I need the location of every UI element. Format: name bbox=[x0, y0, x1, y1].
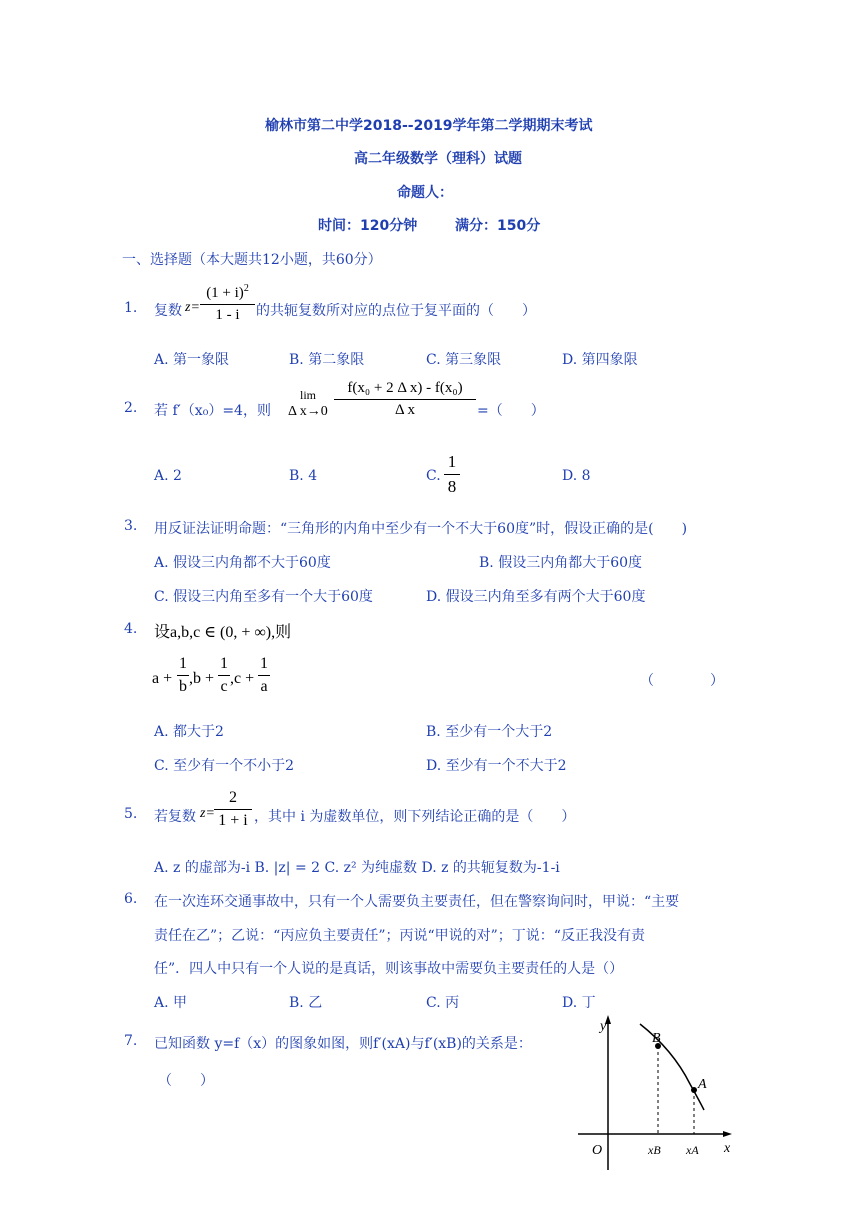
option-d[interactable]: D. 丁 bbox=[562, 995, 596, 1011]
question-number: 1. bbox=[124, 300, 138, 316]
question-text: 任”．四人中只有一个人说的是真话，则该事故中需要负主要责任的人是（） bbox=[154, 961, 624, 977]
question-number: 5. bbox=[124, 806, 138, 822]
option-b[interactable]: B. 乙 bbox=[289, 995, 323, 1011]
question-text: 复数 bbox=[154, 303, 182, 319]
question-text: 若复数 bbox=[154, 809, 196, 825]
question-text: 责任在乙”；乙说：“丙应负主要责任”；丙说“甲说的对”；丁说：“反正我没有责 bbox=[154, 928, 645, 944]
section-heading: 一、选择题（本大题共12小题，共60分） bbox=[122, 252, 382, 268]
expression-part: ,c + bbox=[230, 670, 255, 687]
exam-author: 命题人： bbox=[397, 185, 453, 201]
option-b[interactable]: B. 至少有一个大于2 bbox=[426, 724, 553, 740]
fraction bbox=[334, 380, 476, 419]
option-b[interactable]: B. 假设三内角都大于60度 bbox=[479, 555, 643, 571]
xa-label: xA bbox=[686, 1143, 699, 1157]
denominator: 1 - i bbox=[215, 307, 240, 323]
fraction bbox=[200, 283, 255, 324]
question-text: 用反证法证明命题：“三角形的内角中至少有一个不大于60度”时，假设正确的是( ) bbox=[154, 521, 688, 537]
numerator: 1 bbox=[447, 452, 457, 471]
question-text: 若 f′（x₀）=4，则 bbox=[154, 403, 271, 419]
question-text: 已知函数 y=f（x）的图象如图，则f′(xA)与f′(xB)的关系是： bbox=[154, 1036, 532, 1052]
option-b[interactable]: B. 第二象限 bbox=[289, 352, 365, 368]
limit-symbol: lim bbox=[300, 388, 317, 402]
variable-z: z= bbox=[185, 300, 200, 315]
option-d[interactable]: D. 假设三内角至多有两个大于60度 bbox=[426, 589, 646, 605]
option-d[interactable]: D. 至少有一个不大于2 bbox=[426, 758, 567, 774]
fraction bbox=[177, 655, 189, 696]
option-d[interactable]: D. 第四象限 bbox=[562, 352, 638, 368]
option-c[interactable]: C. 丙 bbox=[426, 995, 460, 1011]
point-b-label: B bbox=[652, 1031, 661, 1046]
options-line[interactable]: A. z 的虚部为-i B. |z| = 2 C. z² 为纯虚数 D. z 的共轭复数为-1-i bbox=[154, 860, 560, 876]
exam-score: 满分：150分 bbox=[455, 218, 541, 234]
x-axis-label: x bbox=[724, 1141, 731, 1156]
question-number: 6. bbox=[124, 891, 138, 907]
option-a[interactable]: A. 假设三内角都不大于60度 bbox=[154, 555, 331, 571]
function-graph bbox=[578, 1010, 738, 1175]
question-text: =（ ） bbox=[477, 403, 545, 419]
option-c[interactable]: C. 至少有一个不小于2 bbox=[154, 758, 295, 774]
variable-z: z= bbox=[200, 806, 215, 821]
point-a-label: A bbox=[698, 1077, 707, 1092]
y-axis-label: y bbox=[600, 1019, 607, 1034]
exam-subtitle: 高二年级数学（理科）试题 bbox=[354, 151, 522, 167]
exam-time: 时间：120分钟 bbox=[318, 218, 418, 234]
exam-title: 榆林市第二中学2018--2019学年第二学期期末考试 bbox=[265, 118, 593, 134]
option-c-fraction bbox=[444, 452, 460, 497]
option-a[interactable]: A. 甲 bbox=[154, 995, 188, 1011]
question-text: 在一次连环交通事故中，只有一个人需要负主要责任，但在警察询问时，甲说：“主要 bbox=[154, 894, 680, 910]
option-a[interactable]: A. 第一象限 bbox=[154, 352, 230, 368]
answer-paren: （ ） bbox=[158, 1073, 214, 1089]
question-text: ，其中 i 为虚数单位，则下列结论正确的是（ ） bbox=[254, 809, 576, 825]
denominator: b bbox=[179, 678, 187, 695]
numerator: f(x₀ + 2 Δ x) - f(x₀) bbox=[347, 380, 463, 396]
denominator: c bbox=[220, 678, 228, 695]
option-c[interactable]: C. 第三象限 bbox=[426, 352, 502, 368]
exponent: 2 bbox=[243, 283, 249, 294]
denominator: 1 + i bbox=[218, 812, 248, 829]
xb-label: xB bbox=[648, 1143, 661, 1157]
question-text: 的共轭复数所对应的点位于复平面的（ ） bbox=[256, 303, 536, 319]
option-b[interactable]: B. 4 bbox=[289, 468, 318, 484]
option-c[interactable]: C. bbox=[426, 468, 441, 484]
question-number: 4. bbox=[124, 621, 138, 637]
denominator: a bbox=[260, 678, 268, 695]
question-number: 7. bbox=[124, 1033, 138, 1049]
numerator: 1 bbox=[179, 655, 187, 672]
numerator: 2 bbox=[229, 789, 237, 806]
numerator: 1 bbox=[260, 655, 268, 672]
origin-label: O bbox=[592, 1143, 603, 1158]
expression-part: a + bbox=[152, 670, 173, 687]
expression-part: ,b + bbox=[189, 670, 215, 687]
fraction bbox=[258, 655, 270, 696]
numerator: (1 + i) bbox=[206, 285, 244, 301]
limit-subscript: Δ x→0 bbox=[288, 404, 328, 419]
fraction bbox=[218, 655, 230, 696]
question-number: 3. bbox=[124, 518, 138, 534]
option-a[interactable]: A. 都大于2 bbox=[154, 724, 224, 740]
numerator: 1 bbox=[220, 655, 228, 672]
question-text: 设a,b,c ∈ (0, + ∞),则 bbox=[154, 624, 292, 641]
option-a[interactable]: A. 2 bbox=[154, 468, 182, 484]
answer-paren: （ ） bbox=[640, 673, 724, 689]
denominator: 8 bbox=[447, 477, 457, 496]
option-d[interactable]: D. 8 bbox=[562, 468, 591, 484]
question-number: 2. bbox=[124, 400, 138, 416]
denominator: Δ x bbox=[394, 402, 416, 418]
fraction bbox=[214, 789, 252, 830]
option-c[interactable]: C. 假设三内角至多有一个大于60度 bbox=[154, 589, 373, 605]
